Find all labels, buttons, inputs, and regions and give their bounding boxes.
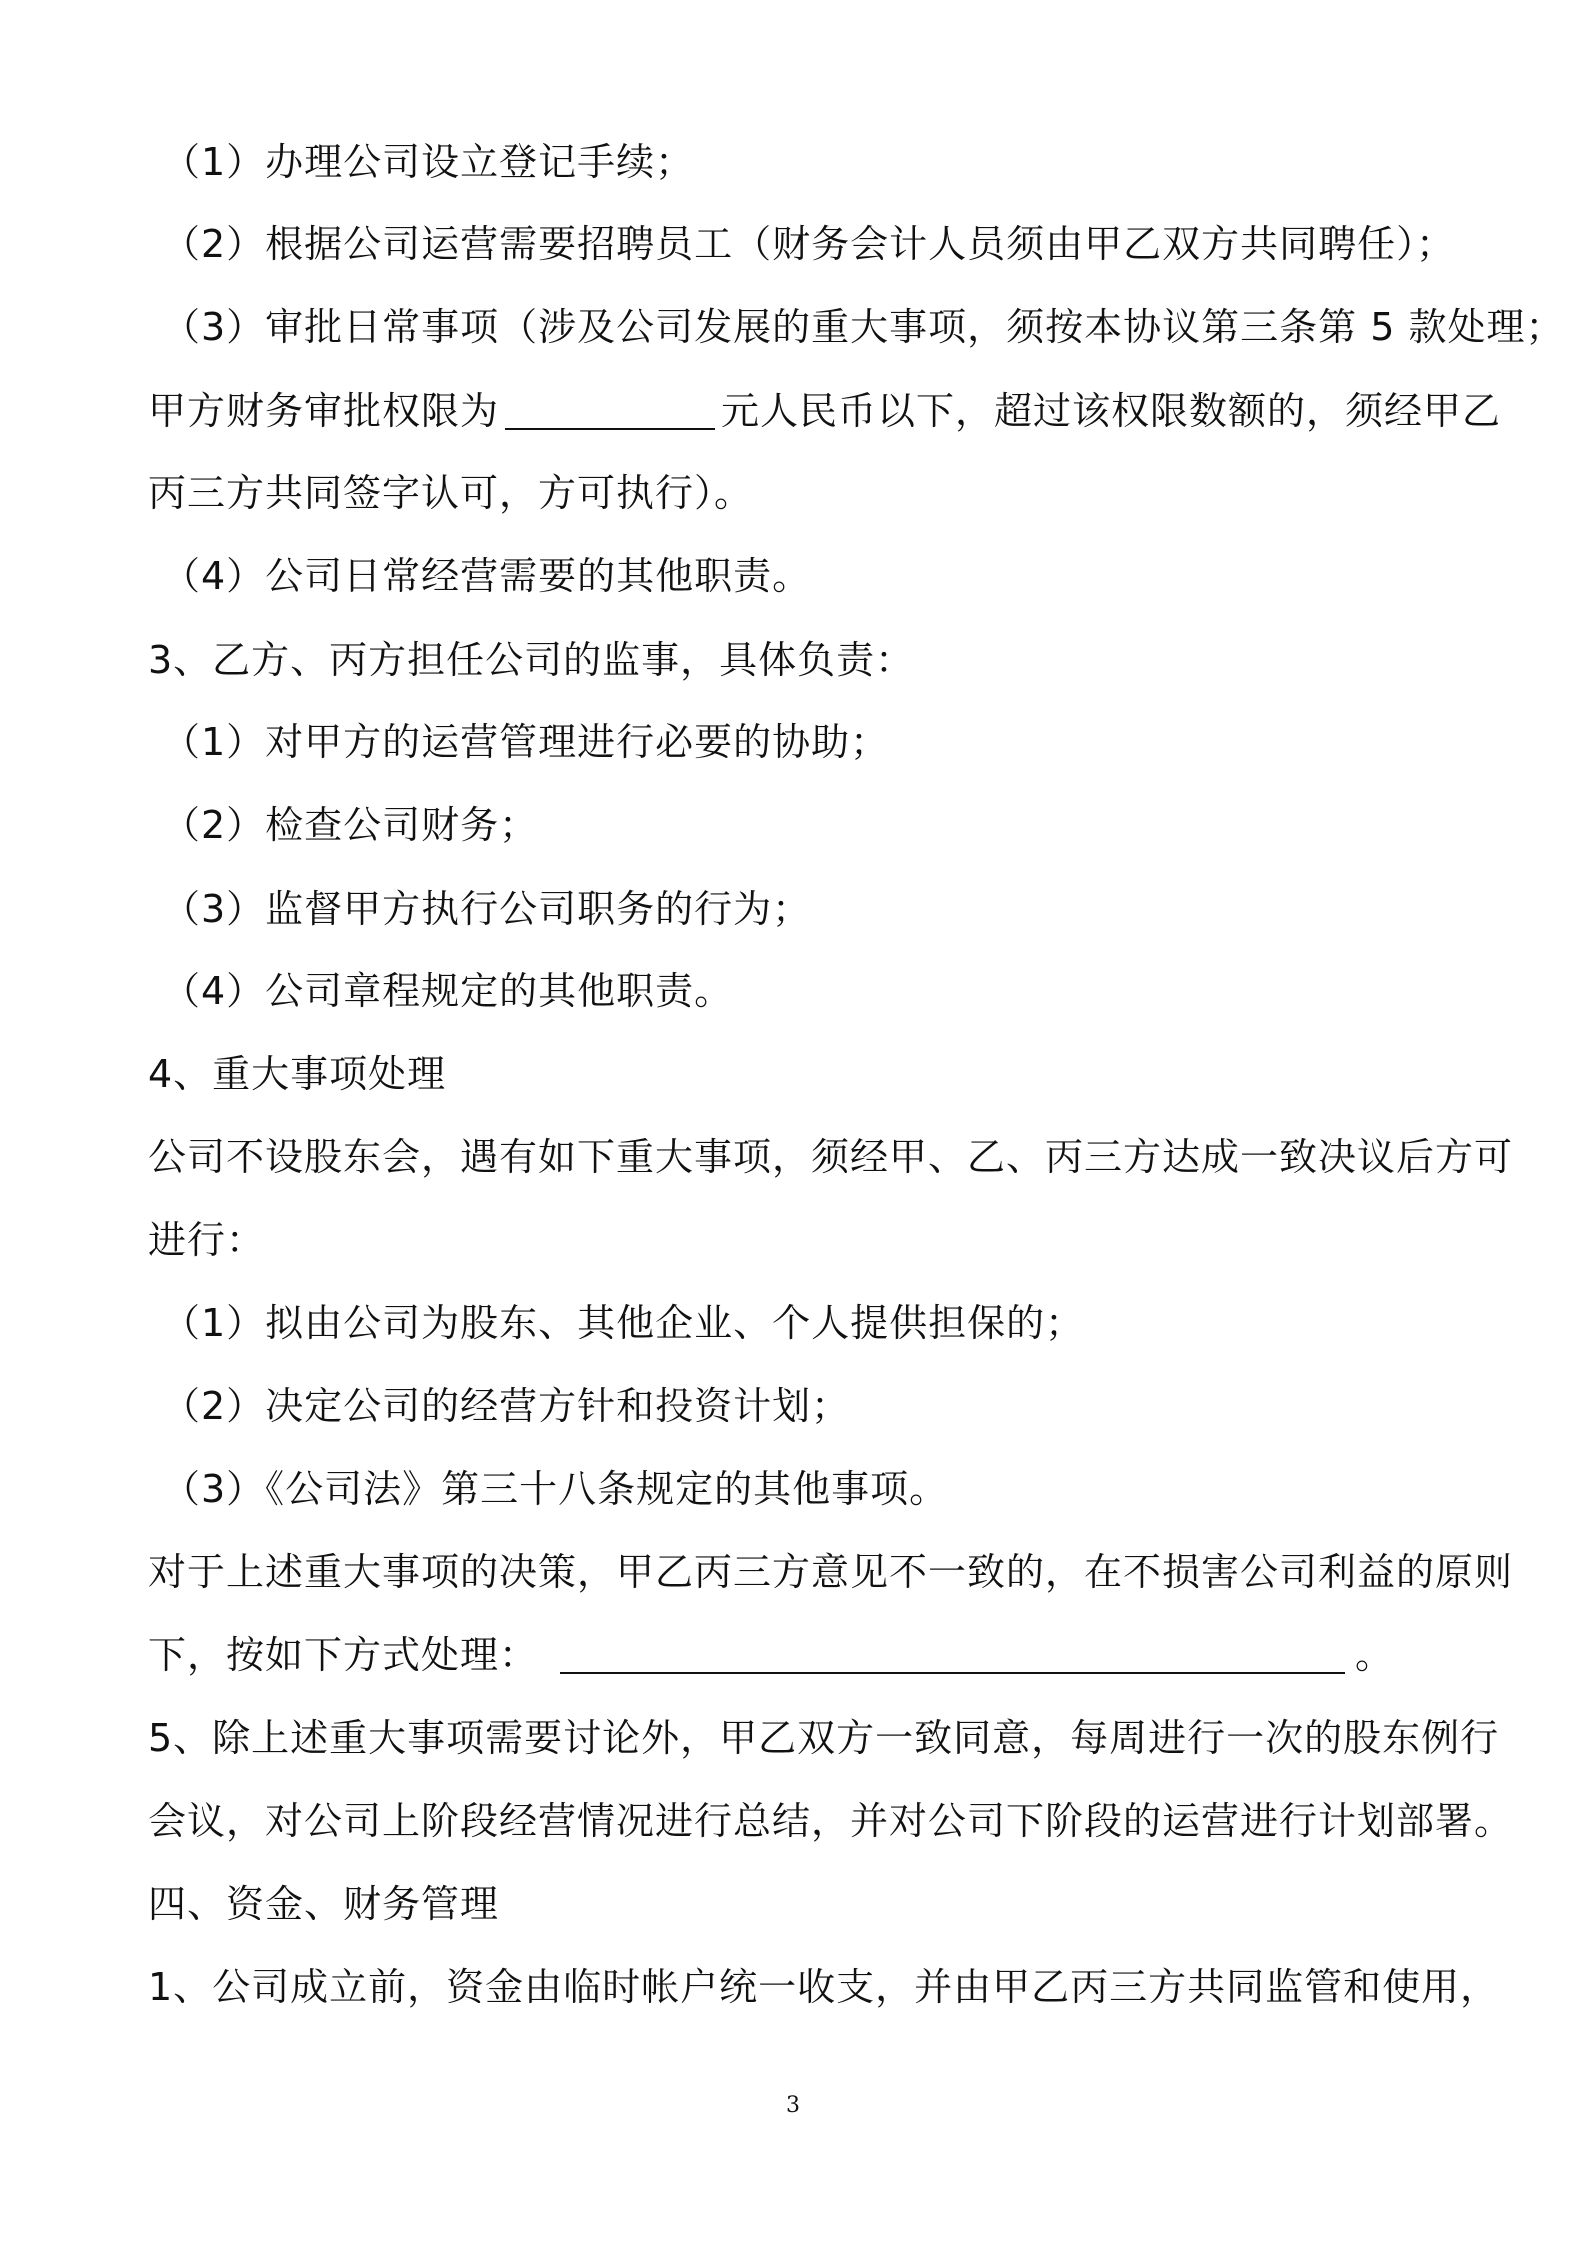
resolution-method-before: 下，按如下方式处理： bbox=[148, 1633, 539, 1677]
disagreement-text: 对于上述重大事项的决策，甲乙丙三方意见不一致的，在不损害公司利益的原则 bbox=[148, 1550, 1514, 1594]
major-matters-intro: 公司不设股东会，遇有如下重大事项，须经甲、乙、丙三方达成一致决议后方可 bbox=[148, 1135, 1514, 1179]
major-matter-item-2-text: （2）决定公司的经营方针和投资计划； bbox=[162, 1384, 851, 1428]
duty-item-4-text: （4）公司日常经营需要的其他职责。 bbox=[162, 554, 812, 598]
page-number: 3 bbox=[786, 2093, 800, 2118]
resolution-method-after: 。 bbox=[1355, 1633, 1395, 1677]
supervisor-item-2-text: （2）检查公司财务； bbox=[162, 803, 539, 847]
weekly-meeting-text: 5、除上述重大事项需要讨论外，甲乙双方一致同意，每周进行一次的股东例行 bbox=[148, 1716, 1500, 1760]
major-matter-item-1-text: （1）拟由公司为股东、其他企业、个人提供担保的； bbox=[162, 1301, 1085, 1345]
supervisor-heading: 3、乙方、丙方担任公司的监事，具体负责： bbox=[148, 638, 915, 682]
major-matters-intro-continuation: 进行： bbox=[148, 1218, 266, 1262]
supervisor-item-3-text: （3）监督甲方执行公司职务的行为； bbox=[162, 887, 812, 931]
finance-section-heading: 四、资金、财务管理 bbox=[148, 1882, 500, 1926]
finance-item-1-text: 1、公司成立前，资金由临时帐户统一收支，并由甲乙丙三方共同监管和使用， bbox=[148, 1965, 1500, 2009]
resolution-method-line bbox=[148, 1631, 1394, 1679]
major-matters-heading: 4、重大事项处理 bbox=[148, 1052, 447, 1096]
supervisor-item-4-text: （4）公司章程规定的其他职责。 bbox=[162, 969, 734, 1013]
duty-item-2-text: （2）根据公司运营需要招聘员工（财务会计人员须由甲乙双方共同聘任）； bbox=[162, 222, 1456, 266]
approval-limit-continuation: 丙三方共同签字认可，方可执行）。 bbox=[148, 471, 754, 515]
resolution-method-blank[interactable] bbox=[560, 1632, 1345, 1674]
duty-item-3-text: （3）审批日常事项（涉及公司发展的重大事项，须按本协议第三条第 5 款处理； bbox=[162, 305, 1565, 349]
supervisor-item-1-text: （1）对甲方的运营管理进行必要的协助； bbox=[162, 720, 890, 764]
weekly-meeting-continuation: 会议，对公司上阶段经营情况进行总结，并对公司下阶段的运营进行计划部署。 bbox=[148, 1799, 1514, 1843]
duty-item-1-text: （1）办理公司设立登记手续； bbox=[162, 140, 695, 184]
major-matter-item-3-text: （3）《公司法》第三十八条规定的其他事项。 bbox=[162, 1467, 949, 1511]
approval-limit-blank[interactable] bbox=[505, 388, 715, 430]
approval-limit-line bbox=[148, 387, 1501, 435]
approval-limit-before: 甲方财务审批权限为 bbox=[148, 389, 500, 433]
approval-limit-after: 元人民币以下，超过该权限数额的，须经甲乙 bbox=[721, 389, 1502, 433]
